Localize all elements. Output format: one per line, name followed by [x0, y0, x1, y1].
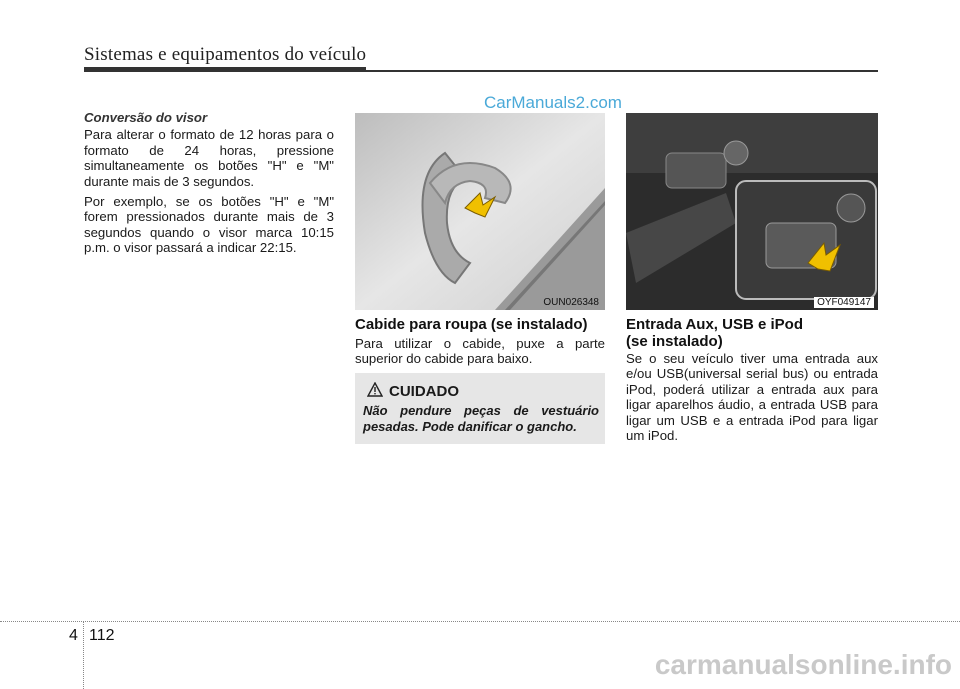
aux-usb-image — [626, 113, 878, 310]
page-header-title: Sistemas e equipamentos do veículo — [84, 44, 367, 65]
watermark-link[interactable]: CarManuals2.com — [484, 93, 622, 112]
aux-usb-title-line1: Entrada Aux, USB e iPod — [626, 316, 803, 333]
clock-format-subheading: Conversão do visor — [84, 110, 208, 125]
coat-hook-image — [355, 113, 605, 310]
caution-box — [355, 373, 605, 444]
caution-body: Não pendure peças de vestuário pesadas. Pode danificar o gancho. — [363, 403, 599, 434]
coat-hook-image-code: OUN026348 — [543, 297, 599, 308]
aux-usb-body: Se o seu veículo tiver uma entrada aux e/ou USB(universal serial bus) ou entrada iPod, poderá utilizar a entrada aux para ligar aparelhos áudio, a entrada USB para ligar um USB e a entrada iPod para ligar um iPod. — [626, 351, 878, 444]
page-number: 112 — [89, 627, 115, 644]
header-bar — [84, 67, 366, 72]
aux-usb-title-line2: (se instalado) — [626, 333, 723, 350]
aux-usb-image-code: OYF049147 — [814, 297, 874, 308]
aux-usb-title — [626, 316, 803, 350]
left-column — [84, 110, 334, 261]
footer-watermark: carmanualsonline.info — [654, 649, 952, 680]
caution-title: CUIDADO — [389, 383, 459, 400]
footer-rule — [0, 621, 960, 622]
clock-format-paragraph-1: Para alterar o formato de 12 horas para o formato de 24 horas, pressione simultaneamente os botões "H" e "M" durante mais de 3 segundos. — [84, 127, 334, 189]
footer-divider — [83, 621, 84, 689]
header-rule — [366, 70, 878, 72]
warning-triangle-icon — [367, 382, 383, 397]
coat-hook-body: Para utilizar o cabide, puxe a parte superior do cabide para baixo. — [355, 336, 605, 367]
clock-format-paragraph-2: Por exemplo, se os botões "H" e "M" forem pressionados durante mais de 3 segundos quando o visor marca 10:15 p.m. o visor passará a indicar 22:15. — [84, 194, 334, 256]
chapter-number: 4 — [69, 627, 78, 644]
coat-hook-title: Cabide para roupa (se instalado) — [355, 316, 588, 333]
